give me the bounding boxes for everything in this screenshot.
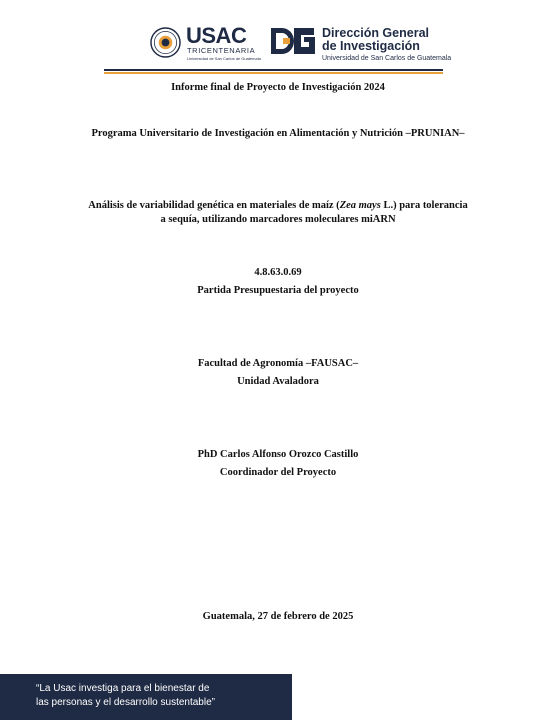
budget-label: Partida Presupuestaria del proyecto xyxy=(197,285,359,296)
header-rule-orange xyxy=(104,72,443,74)
project-title-part1: Análisis de variabilidad genética en materiales de maíz ( xyxy=(88,200,340,211)
coordinator-name: PhD Carlos Alfonso Orozco Castillo xyxy=(197,449,359,460)
project-title-line2: a sequía, utilizando marcadores moleculares miARN xyxy=(160,214,396,225)
usac-seal-icon xyxy=(150,27,181,58)
project-title-line1 xyxy=(0,199,556,212)
dgi-title-line1: Dirección General xyxy=(322,26,429,40)
place-date: Guatemala, 27 de febrero de 2025 xyxy=(202,611,354,622)
faculty-name: Facultad de Agronomía –FAUSAC– xyxy=(197,358,359,369)
header-rule-dark xyxy=(104,69,443,71)
footer-quote-line1: “La Usac investiga para el bienestar de xyxy=(36,683,210,694)
program-name: Programa Universitario de Investigación en Alimentación y Nutrición –PRUNIAN– xyxy=(91,128,465,139)
dgi-title-line2: de Investigación xyxy=(322,39,420,53)
dgi-logo-icon xyxy=(270,26,318,56)
usac-logo-text: USAC xyxy=(186,23,247,48)
coordinator-role: Coordinador del Proyecto xyxy=(219,467,337,478)
budget-code: 4.8.63.0.69 xyxy=(254,267,302,278)
project-title-part2: L.) para tolerancia xyxy=(380,200,468,211)
dgi-subtitle: Universidad de San Carlos de Guatemala xyxy=(322,55,452,62)
usac-subtitle: Universidad de San Carlos de Guatemala xyxy=(187,56,261,61)
footer-quote-line2: las personas y el desarrollo sustentable” xyxy=(36,697,215,708)
species-name: Zea mays xyxy=(339,200,381,211)
faculty-role: Unidad Avaladora xyxy=(237,376,319,387)
usac-tricentenaria: TRICENTENARIA xyxy=(187,46,256,55)
report-title: Informe final de Proyecto de Investigación 2024 xyxy=(171,82,385,93)
